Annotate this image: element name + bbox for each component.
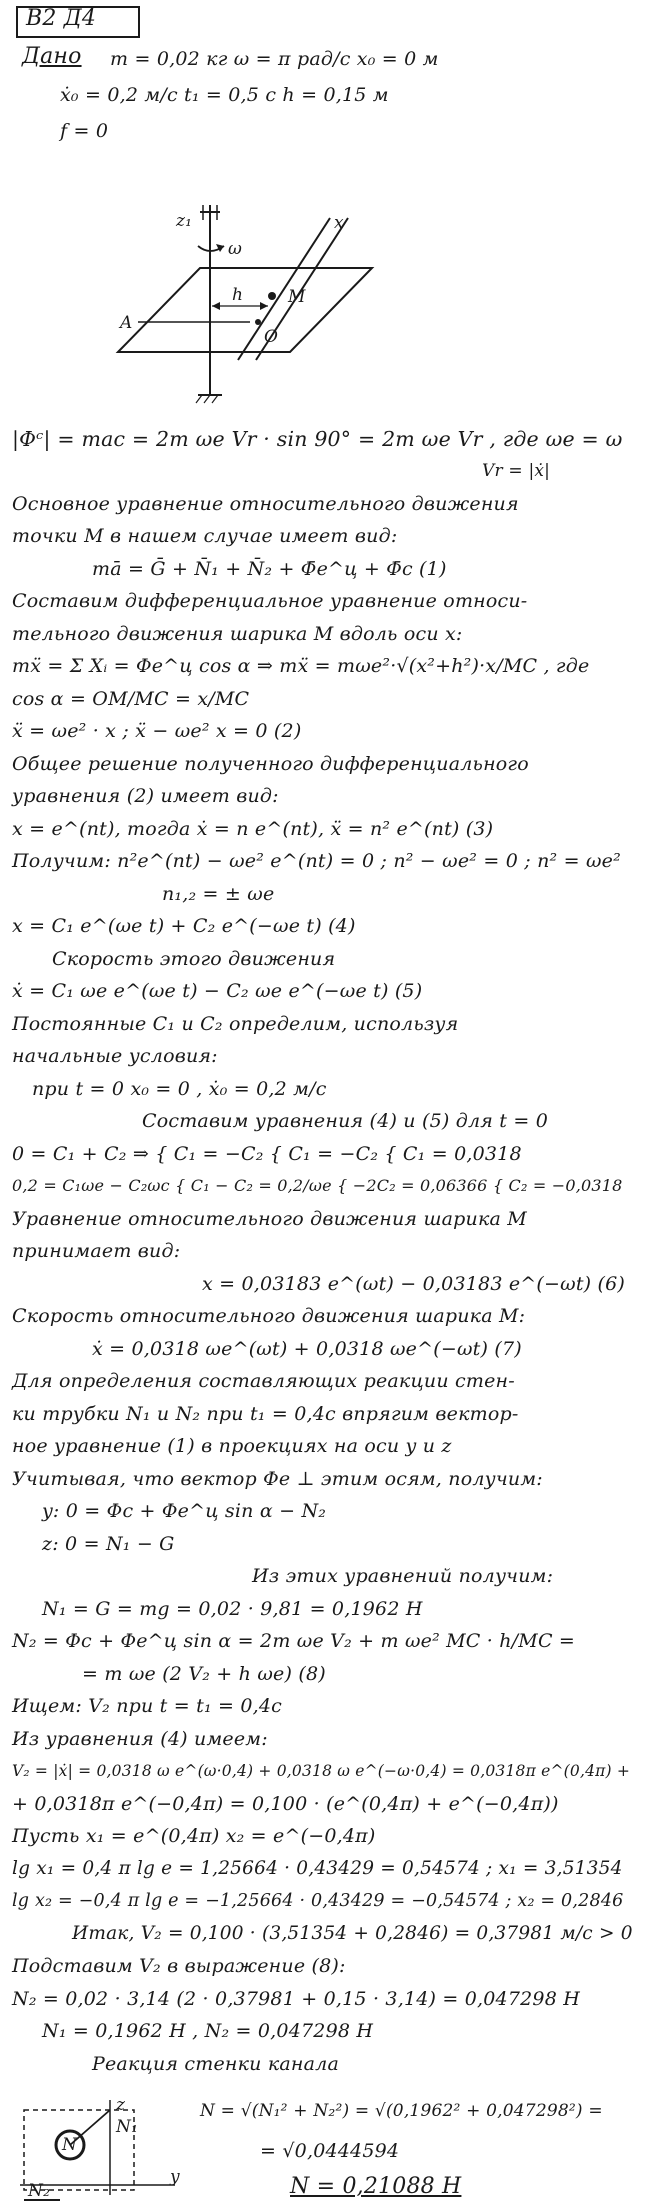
solution-line: Основное уравнение относительного движения — [12, 493, 519, 515]
solution-line: Из этих уравнений получим: — [252, 1565, 554, 1587]
solution-line: Скорость относительного движения шарика M: — [12, 1305, 526, 1327]
solution-line: 0 = C₁ + C₂ ⇒ { C₁ = −C₂ { C₁ = −C₂ { C₁ = 0,0318 — [12, 1143, 522, 1165]
solution-line: Составим уравнения (4) и (5) для t = 0 — [142, 1110, 549, 1132]
solution-line: Постоянные C₁ и C₂ определим, используя — [12, 1013, 459, 1035]
result-answer: N = 0,21088 H — [290, 2174, 462, 2199]
solution-line: 0,2 = C₁ωe − C₂ωc { C₁ − C₂ = 0,2/ωe { −2C₂ = 0,06366 { C₂ = −0,0318 — [12, 1176, 623, 1195]
solution-line: Подставим V₂ в выражение (8): — [12, 1955, 346, 1977]
solution-line: ẍ = ωe² · x ; ẍ − ωe² x = 0 (2) — [12, 720, 302, 742]
solution-line: Для определения составляющих реакции стен- — [12, 1370, 515, 1392]
solution-line: Общее решение полученного дифференциального — [12, 753, 529, 775]
fig1-label-a: A — [120, 313, 133, 333]
solution-line: Из уравнения (4) имеем: — [12, 1728, 268, 1750]
solution-line: N₂ = 0,02 · 3,14 (2 · 0,37981 + 0,15 · 3,14) = 0,047298 H — [12, 1988, 581, 2010]
solution-line: начальные условия: — [12, 1045, 218, 1067]
solution-line: Итак, V₂ = 0,100 · (3,51354 + 0,2846) = 0,37981 м/с > 0 — [72, 1923, 633, 1944]
solution-line: lg x₁ = 0,4 π lg e = 1,25664 · 0,43429 = 0,54574 ; x₁ = 3,51354 — [12, 1858, 623, 1879]
solution-line: ẋ = C₁ ωe e^(ωe t) − C₂ ωe e^(−ωe t) (5) — [12, 980, 423, 1002]
solution-line: тельного движения шарика M вдоль оси x: — [12, 623, 463, 645]
solution-line: Реакция стенки канала — [92, 2053, 339, 2075]
given-line-1: m = 0,02 кг ω = π рад/с x₀ = 0 м — [110, 48, 439, 70]
fig2-label-n: N — [62, 2135, 78, 2155]
fig1-label-o: O — [264, 327, 279, 347]
solution-line: Уравнение относительного движения шарика M — [12, 1208, 527, 1230]
given-line-3: f = 0 — [60, 120, 109, 142]
given-label: Дано — [22, 44, 82, 69]
solution-line: Составим дифференциальное уравнение относи- — [12, 590, 528, 612]
solution-line: Скорость этого движения — [52, 948, 336, 970]
solution-line: Пусть x₁ = e^(0,4π) x₂ = e^(−0,4π) — [12, 1825, 376, 1847]
solution-line: n₁,₂ = ± ωe — [162, 883, 275, 905]
fig2-label-y: y — [170, 2167, 180, 2187]
solution-line: Получим: n²e^(nt) − ωe² e^(nt) = 0 ; n² − ωe² = 0 ; n² = ωe² — [12, 850, 621, 872]
solution-line: Ищем: V₂ при t = t₁ = 0,4с — [12, 1695, 283, 1717]
solution-line: принимает вид: — [12, 1240, 181, 1262]
fig1-label-m: M — [288, 287, 306, 307]
solution-line: x = C₁ e^(ωe t) + C₂ e^(−ωe t) (4) — [12, 915, 356, 937]
solution-line: ное уравнение (1) в проекциях на оси y и z — [12, 1435, 452, 1457]
solution-line: = m ωe (2 V₂ + h ωe) (8) — [82, 1663, 326, 1685]
solution-line: N₂ = Φc + Φe^ц sin α = 2m ωe V₂ + m ωe² MC · h/MC = — [12, 1630, 576, 1652]
fig2-label-n2: N₂ — [28, 2181, 51, 2201]
solution-line: Vr = |ẋ| — [482, 461, 551, 481]
solution-line: z: 0 = N₁ − G — [42, 1533, 175, 1555]
solution-line: |Φᶜ| = mac = 2m ωe Vr · sin 90° = 2m ωe Vr , где ωe = ω — [12, 427, 623, 451]
solution-line: ẋ = 0,0318 ωe^(ωt) + 0,0318 ωe^(−ωt) (7) — [92, 1338, 522, 1360]
solution-line: V₂ = |ẋ| = 0,0318 ω e^(ω·0,4) + 0,0318 ω e^(−ω·0,4) = 0,0318π e^(0,4π) + — [12, 1762, 631, 1780]
fig1-label-h: h — [232, 285, 244, 305]
fig1-label-z: z₁ — [176, 211, 193, 231]
result-formula: N = √(N₁² + N₂²) = √(0,1962² + 0,047298²) = — [200, 2101, 603, 2121]
variant-label: В2 Д4 — [26, 6, 97, 31]
solution-line: N₁ = G = mg = 0,02 · 9,81 = 0,1962 H — [42, 1598, 423, 1620]
solution-line: mẍ = Σ Xᵢ = Φe^ц cos α ⇒ mẍ = mωe²·√(x²+h²)·x/MC , где — [12, 655, 590, 677]
given-line-2: ẋ₀ = 0,2 м/с t₁ = 0,5 с h = 0,15 м — [60, 84, 389, 106]
solution-line: при t = 0 x₀ = 0 , ẋ₀ = 0,2 м/с — [32, 1078, 327, 1100]
fig1-label-omega: ω — [228, 239, 243, 259]
solution-line: N₁ = 0,1962 H , N₂ = 0,047298 H — [42, 2020, 374, 2042]
solution-line: lg x₂ = −0,4 π lg e = −1,25664 · 0,43429 = −0,54574 ; x₂ = 0,2846 — [12, 1891, 624, 1911]
fig2-label-z: z — [116, 2095, 126, 2115]
solution-line: mā = Ḡ + N̄₁ + N̄₂ + Φ̄e^ц + Φ̄c (1) — [92, 558, 447, 580]
solution-line: cos α = OM/MC = x/MC — [12, 688, 250, 710]
result-step: = √0,0444594 — [260, 2140, 400, 2162]
solution-line: Учитывая, что вектор Φe ⊥ этим осям, получим: — [12, 1468, 543, 1490]
solution-line: ки трубки N₁ и N₂ при t₁ = 0,4с впрягим вектор- — [12, 1403, 519, 1425]
solution-line: точки M в нашем случае имеет вид: — [12, 525, 398, 547]
solution-line: уравнения (2) имеет вид: — [12, 785, 279, 807]
solution-line: y: 0 = Φc + Φe^ц sin α − N₂ — [42, 1500, 327, 1522]
solution-line: x = e^(nt), тогда ẋ = n e^(nt), ẍ = n² e^(nt) (3) — [12, 818, 494, 840]
solution-line: + 0,0318π e^(−0,4π) = 0,100 · (e^(0,4π) + e^(−0,4π)) — [12, 1793, 559, 1815]
fig1-label-x: x — [334, 213, 344, 233]
solution-line: x = 0,03183 e^(ωt) − 0,03183 e^(−ωt) (6) — [202, 1273, 626, 1295]
fig2-label-n1: N₁ — [116, 2117, 139, 2137]
